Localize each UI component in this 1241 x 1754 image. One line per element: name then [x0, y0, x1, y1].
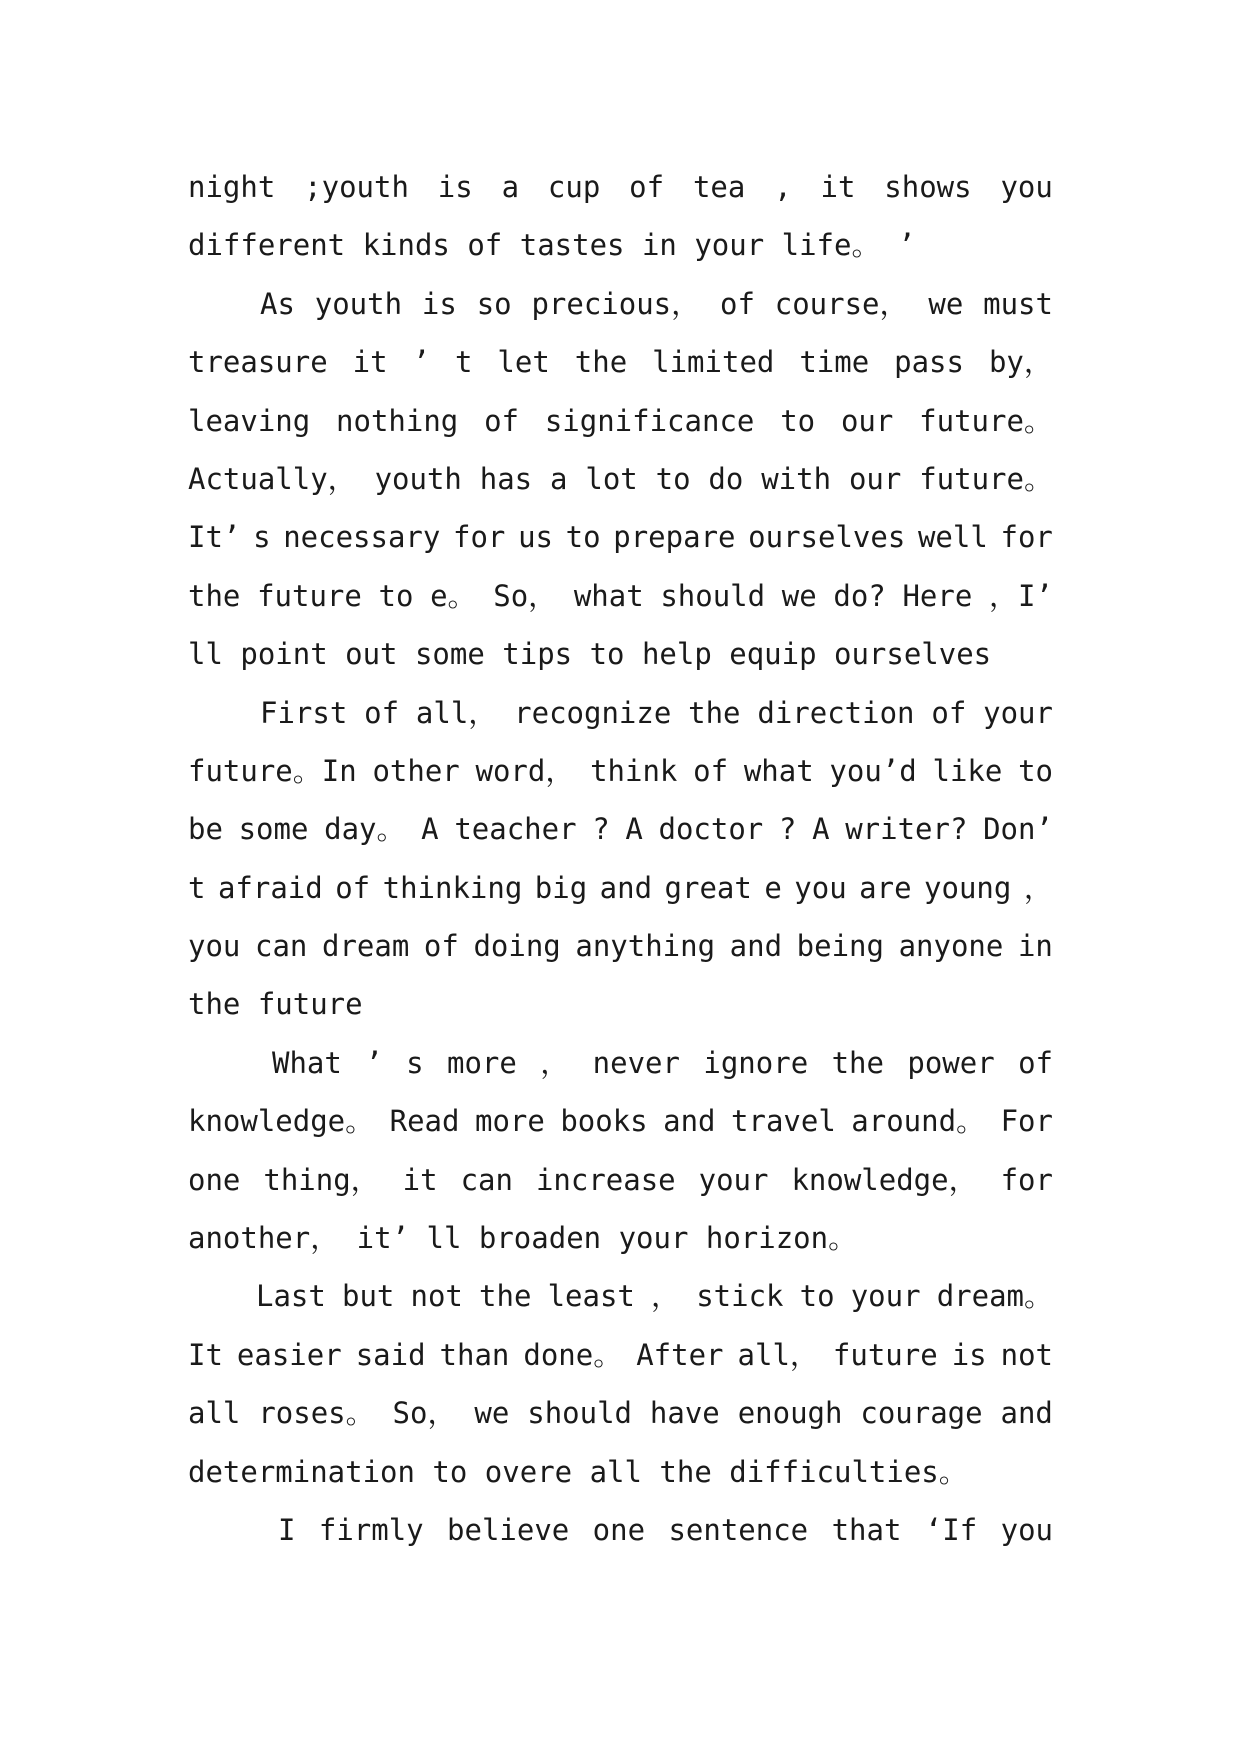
word: all， [415, 695, 498, 730]
word: and [599, 870, 653, 905]
word: you [188, 929, 241, 964]
word: to [799, 1279, 835, 1314]
word: said [355, 1337, 426, 1372]
word: ， [1023, 870, 1053, 905]
word: to [780, 403, 816, 438]
word: ? [778, 812, 797, 847]
word: So， [392, 1396, 457, 1431]
word: the [831, 1045, 884, 1080]
word: thinking [382, 870, 523, 905]
word: dream [322, 929, 410, 964]
paragraph-first-line [188, 275, 1053, 333]
word: future [257, 578, 362, 613]
word: of [719, 286, 755, 321]
word: with [761, 461, 832, 496]
word: shows [884, 170, 972, 204]
text-line [188, 392, 1053, 450]
word: is [421, 286, 457, 321]
text-line [188, 450, 1053, 508]
word: done。 [523, 1337, 623, 1372]
word: us [518, 520, 553, 555]
word: for [1000, 1162, 1053, 1197]
word: can [460, 1162, 513, 1197]
word: power [907, 1045, 995, 1080]
word: What [272, 1045, 342, 1080]
word: ， [651, 1279, 681, 1314]
word: you’d [829, 753, 917, 788]
word: you [794, 870, 847, 905]
paragraph-first-line [188, 1034, 1053, 1092]
word: you [1000, 170, 1053, 204]
word: it [820, 170, 856, 204]
word: s [406, 1045, 424, 1080]
word: let [497, 345, 550, 380]
text-line [188, 742, 1053, 800]
word: tea [692, 170, 746, 204]
word: night [188, 170, 276, 204]
word: do [708, 461, 744, 496]
word: all， [737, 1337, 819, 1372]
word: never [592, 1045, 680, 1080]
word: young [924, 870, 1012, 905]
word: It’ [188, 520, 241, 555]
word: can [255, 929, 308, 964]
word: For [1000, 1104, 1053, 1139]
word: to [565, 520, 601, 555]
word: direction [757, 695, 915, 730]
word: one [188, 1162, 241, 1197]
word: like [932, 753, 1003, 788]
word: by， [988, 345, 1053, 380]
text-line: another， it’ ll broaden your horizon。 [188, 1221, 858, 1256]
word: of [335, 870, 371, 905]
word: Here [902, 578, 973, 613]
word: we [781, 578, 817, 613]
word: has [479, 461, 533, 496]
word: Read [389, 1104, 460, 1139]
word: ， [540, 1045, 570, 1080]
paragraph-first-line [188, 1501, 1053, 1559]
text-line: determination to overe all the difficulties。 [188, 1454, 968, 1489]
word: to [655, 461, 691, 496]
word: knowledge， [791, 1162, 978, 1197]
word: not [410, 1279, 463, 1314]
word: A [421, 812, 439, 847]
word: more [474, 1104, 545, 1139]
word: we [474, 1396, 510, 1431]
text-line [188, 1151, 1053, 1209]
word: books [560, 1104, 648, 1139]
word: I [278, 1512, 296, 1547]
word: our [840, 403, 894, 438]
word: it [402, 1162, 438, 1197]
word: e。 [430, 578, 477, 613]
word: A [812, 812, 830, 847]
word: course， [774, 286, 909, 321]
word: in [1017, 929, 1053, 964]
word: afraid [217, 870, 323, 905]
word: future。 [919, 461, 1053, 496]
text-line [188, 1384, 1053, 1442]
word: courage [860, 1396, 983, 1431]
text-line [188, 508, 1053, 566]
word: that [831, 1512, 902, 1547]
word: youth [314, 286, 403, 321]
word: are [859, 870, 912, 905]
word: Don’ [983, 812, 1053, 847]
text-line: the future [188, 987, 363, 1022]
word: ignore [703, 1045, 809, 1080]
word: increase [535, 1162, 676, 1197]
word: a [501, 170, 520, 204]
word: time [799, 345, 870, 380]
word: limited [652, 345, 775, 380]
word: doing [473, 929, 561, 964]
word: Actually， [188, 461, 357, 496]
word: t [454, 345, 473, 380]
word: of [364, 695, 400, 730]
word: must [983, 286, 1053, 321]
word: stick [696, 1279, 784, 1314]
word: e [764, 870, 782, 905]
word: think [590, 753, 678, 788]
word: sentence [668, 1512, 809, 1547]
paragraph-first-line [188, 1267, 1053, 1325]
word: least [547, 1279, 635, 1314]
text-line [188, 859, 1053, 917]
word: significance [544, 403, 755, 438]
word: teacher [454, 812, 577, 847]
word: more [447, 1045, 517, 1080]
word: treasure [188, 345, 328, 380]
word: ;youth [304, 170, 409, 204]
word: ‘If [924, 1512, 978, 1547]
word: lot [585, 461, 638, 496]
word: some [238, 812, 309, 847]
word: our [848, 461, 902, 496]
word: do? [833, 578, 886, 613]
word: prepare [613, 520, 736, 555]
word: not [1000, 1337, 1053, 1372]
word: of [629, 170, 665, 204]
word: ’ [412, 345, 431, 380]
word: ? [592, 812, 610, 847]
word: all [188, 1396, 241, 1431]
word: the [688, 695, 741, 730]
word: but [341, 1279, 395, 1314]
word: precious， [531, 286, 701, 321]
word: Last [256, 1279, 326, 1314]
word: So， [493, 578, 558, 613]
word: thing， [263, 1162, 380, 1197]
word: s [253, 520, 271, 555]
word: what [743, 753, 814, 788]
word: of [931, 695, 967, 730]
word: the [188, 578, 241, 613]
word: believe [447, 1512, 570, 1547]
word: cup [547, 170, 601, 204]
word: word， [475, 753, 575, 788]
word: doctor [658, 812, 764, 847]
body-text [188, 158, 1053, 1559]
word: the [479, 1279, 532, 1314]
text-line: ll point out some tips to help equip ourselves [188, 637, 992, 672]
word: to [1018, 753, 1053, 788]
word: being [796, 929, 884, 964]
word: roses。 [258, 1396, 375, 1431]
word: we [928, 286, 964, 321]
word: and [663, 1104, 716, 1139]
word: ’ [365, 1045, 383, 1080]
word: firmly [318, 1512, 424, 1547]
text-line [188, 158, 1053, 216]
word: is [437, 170, 473, 204]
paragraph-first-line [188, 684, 1053, 742]
text-line [188, 333, 1053, 391]
word: , [774, 170, 792, 204]
word: knowledge。 [188, 1104, 375, 1139]
text-line [188, 1092, 1053, 1150]
word: future。 [919, 403, 1053, 438]
text-line [188, 800, 1053, 858]
word: leaving [188, 403, 311, 438]
word: future。In [188, 753, 357, 788]
word: be [188, 812, 223, 847]
text-line [188, 567, 1053, 625]
word: so [476, 286, 512, 321]
word: After [636, 1337, 724, 1372]
word: of [423, 929, 459, 964]
word: is [951, 1337, 987, 1372]
word: to [378, 578, 414, 613]
word: anyone [898, 929, 1004, 964]
word: your [698, 1162, 769, 1197]
word: day。 [324, 812, 406, 847]
word: of [693, 753, 729, 788]
word: necessary [283, 520, 441, 555]
word: you [1000, 1512, 1053, 1547]
word: recognize [514, 695, 672, 730]
word: great [664, 870, 752, 905]
word: than [439, 1337, 510, 1372]
word: A [625, 812, 643, 847]
word: and [729, 929, 783, 964]
word: what [573, 578, 644, 613]
word: future [832, 1337, 938, 1372]
word: a [550, 461, 568, 496]
word: easier [236, 1337, 342, 1372]
word: t [188, 870, 206, 905]
word: for [453, 520, 506, 555]
word: one [592, 1512, 646, 1547]
word: ，I’ [988, 578, 1053, 613]
word: As [260, 286, 295, 321]
text-line [188, 1326, 1053, 1384]
word: should [660, 578, 766, 613]
word: around。 [851, 1104, 986, 1139]
word: ourselves [748, 520, 906, 555]
word: for [1000, 520, 1053, 555]
word: of [1018, 1045, 1053, 1080]
word: big [534, 870, 588, 905]
word: writer? [845, 812, 968, 847]
word: your [983, 695, 1053, 730]
word: the [574, 345, 628, 380]
word: other [372, 753, 460, 788]
word: First [260, 695, 348, 730]
text-line [188, 917, 1053, 975]
word: anything [575, 929, 716, 964]
word: well [917, 520, 988, 555]
word: and [1000, 1396, 1053, 1431]
word: it [352, 345, 388, 380]
text-line: different kinds of tastes in your life。 ’ [188, 228, 916, 263]
word: your [850, 1279, 921, 1314]
word: should [527, 1396, 632, 1431]
word: pass [894, 345, 964, 380]
word: of [484, 403, 520, 438]
word: youth [374, 461, 462, 496]
word: nothing [336, 403, 459, 438]
word: travel [731, 1104, 836, 1139]
word: dream。 [936, 1279, 1053, 1314]
word: It [188, 1337, 223, 1372]
word: enough [737, 1396, 843, 1431]
word: have [649, 1396, 720, 1431]
